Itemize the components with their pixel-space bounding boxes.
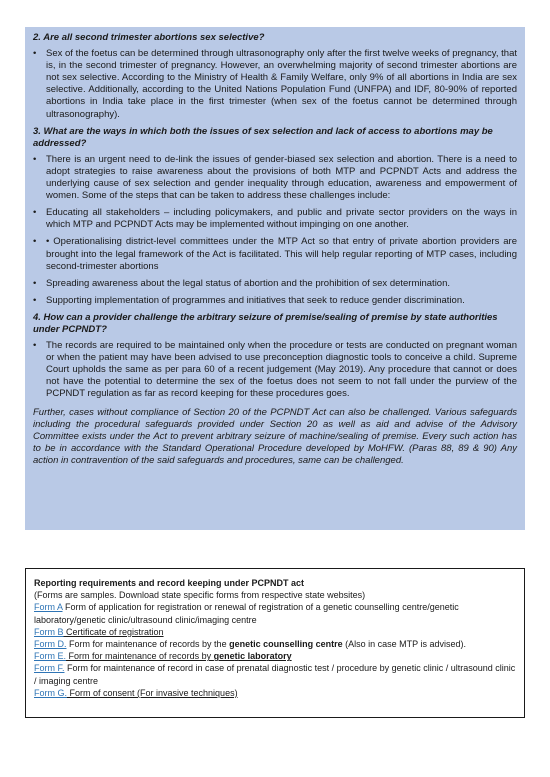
form-g-link[interactable]: Form G. [34, 687, 67, 698]
form-f-description: Form for maintenance of record in case of prenatal diagnostic test / procedure by genetic clinic / ultrasound clinic / imaging centre [34, 663, 516, 686]
bullet-item: • Educating all stakeholders – including policymakers, and public and private sector providers on the ways in which MTP and PCPNDT Acts may be implemented without impinging on one another. [33, 207, 517, 231]
form-b-description: Certificate of registration [63, 626, 164, 637]
form-a-description: Form of application for registration or renewal of registration of a genetic counselling centre/genetic laboratory/genetic clinic/ultrasound clinic/imaging centre [34, 602, 459, 625]
bullet-item: • The records are required to be maintained only when the procedure or tests are conducted on pregnant woman or when the patient may have been advised to use preconception diagnostic tools to conceive a child. Supreme Court upholds the same as per para 60 of a recent judgement (May 2019). Any procedure that cannot or does not have the potential to determine the sex of the foetus does not seem to not fall under the purview of the PCPNDT regulation as far as record keeping for these procedures goes. [33, 340, 517, 400]
form-e-emphasis: genetic laboratory [213, 651, 292, 662]
question-2-title: 2. Are all second trimester abortions sex selective? [33, 32, 265, 43]
form-d-item [34, 638, 516, 650]
question-4-title: 4. How can a provider challenge the arbitrary seizure of premise/sealing of premise by state authorities under PCPNDT? [33, 311, 498, 335]
form-g-description: Form of consent (For invasive techniques) [67, 687, 238, 698]
question-4-bullets [33, 340, 517, 400]
faq-box [25, 27, 525, 530]
bullet-item: • • Operationalising district-level committees under the MTP Act so that entry of private abortion providers are brought into the legal framework of the Act is facilitated. This will help regular reporting of MTP cases, including second-trimester abortions [33, 236, 517, 272]
form-d-link[interactable]: Form D. [34, 639, 67, 650]
form-f-link[interactable]: Form F. [34, 663, 65, 674]
form-d-note: (Also in case MTP is advised). [342, 639, 466, 650]
form-d-emphasis: genetic counselling centre [229, 639, 343, 650]
question-4-closing: Further, cases without compliance of Section 20 of the PCPNDT Act can also be challenged. Various safeguards including the procedural safeguards provided under Section 20 as well as aid and advise of the Advisory Committee exists under the Act to prevent arbitrary seizure of machine/sealing of premise. Every such action has to be in accordance with the Standard Operational Procedure developed by MoHFW. (Paras 88, 89 & 90) Any action in contravention of the said safeguards and procedures, same can be challenged. [33, 406, 517, 466]
bullet-item: • Sex of the foetus can be determined through ultrasonography only after the first twelve weeks of pregnancy, that is, in the second trimester of pregnancy. However, an overwhelming majority of second trimester abortions are not sex selective. According to the Ministry of Health & Family Welfare, only 9% of all abortions in India are sex selective. Additionally, according to the United Nations Population Fund (UNFPA) and IDF, 80-90% of reported abortions in India take place in the first trimester (when sex of the foetus cannot be determined through ultrasonography). [33, 48, 517, 121]
form-e-description: Form for maintenance of records by [66, 651, 214, 662]
bullet-item: • Spreading awareness about the legal status of abortion and the prohibition of sex determination. [33, 278, 517, 290]
form-e-item [34, 650, 516, 662]
question-2-bullets [33, 48, 517, 121]
bullet-item: • There is an urgent need to de-link the issues of gender-biased sex selection and abortion. There is a need to adopt strategies to raise awareness about the provisions of both MTP and PCPNDT Acts and address the underlying cause of sex selection and gender inequality through education, awareness and empowerment of women. Some of the steps that can be taken to address these challenges include: [33, 154, 517, 202]
form-e-link[interactable]: Form E. [34, 651, 67, 662]
reporting-title: Reporting requirements and record keeping under PCPNDT act [34, 578, 305, 588]
form-b-item [34, 626, 516, 638]
form-a-item [34, 601, 516, 625]
reporting-requirements-box [25, 568, 525, 718]
form-f-item [34, 662, 516, 686]
bullet-item: • Supporting implementation of programmes and initiatives that seek to reduce gender discrimination. [33, 295, 517, 307]
question-3-title: 3. What are the ways in which both the issues of sex selection and lack of access to abortions may be addressed? [33, 125, 493, 149]
form-b-link[interactable]: Form B [34, 626, 64, 637]
form-g-item [34, 687, 516, 699]
reporting-subtitle: (Forms are samples. Download state specific forms from respective state websites) [34, 590, 366, 601]
question-3-bullets [33, 154, 517, 307]
form-d-description: Form for maintenance of records by the [66, 639, 230, 650]
form-a-link[interactable]: Form A [34, 602, 63, 613]
